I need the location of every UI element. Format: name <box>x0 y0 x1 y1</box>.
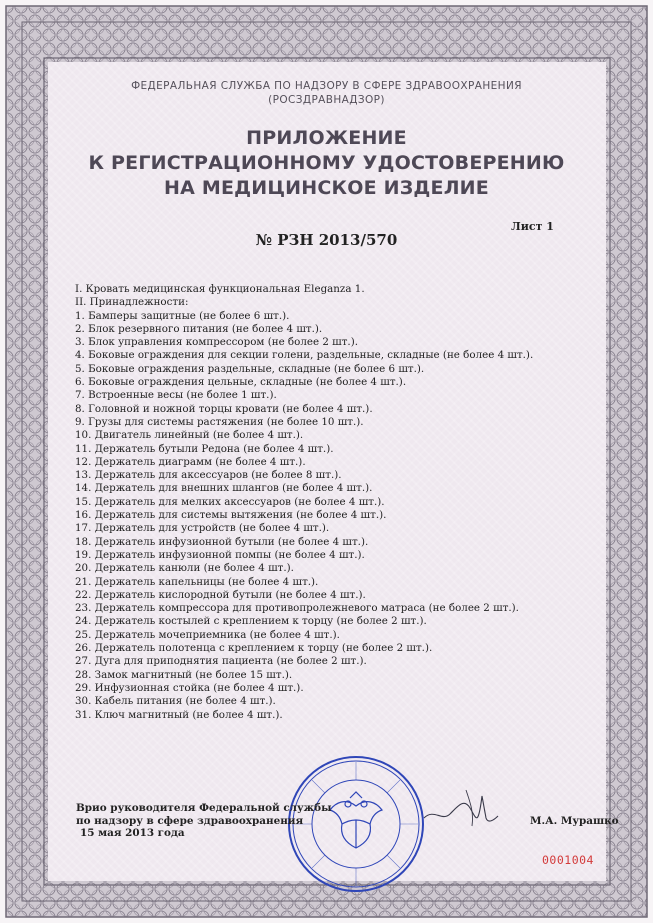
list-item: 4. Боковые ограждения для секции голени, раздельные, складные (не более 4 шт.). <box>75 349 534 362</box>
list-item: 19. Держатель инфузионной помпы (не более 4 шт.). <box>75 548 365 561</box>
list-item: 1. Бамперы защитные (не более 6 шт.). <box>75 309 290 322</box>
list-item: 14. Держатель для внешних шлангов (не более 4 шт.). <box>75 482 373 495</box>
signature-date: 15 мая 2013 года <box>80 827 185 839</box>
list-item: 22. Держатель кислородной бутыли (не более 4 шт.). <box>75 588 366 601</box>
list-item: 9. Грузы для системы растяжения (не более 10 шт.). <box>75 415 364 428</box>
list-item: 18. Держатель инфузионной бутыли (не более 4 шт.). <box>75 535 369 548</box>
list-item: 28. Замок магнитный (не более 15 шт.). <box>75 668 293 681</box>
list-item: 5. Боковые ограждения раздельные, складные (не более 6 шт.). <box>75 362 425 375</box>
list-item: 13. Держатель для аксессуаров (не более 8 шт.). <box>75 469 342 482</box>
list-item: II. Принадлежности: <box>75 296 189 309</box>
list-item: 17. Держатель для устройств (не более 4 шт.). <box>75 522 330 535</box>
list-item: 10. Двигатель линейный (не более 4 шт.). <box>75 429 304 442</box>
list-item: I. Кровать медицинская функциональная Eleganza 1. <box>75 283 365 295</box>
list-item: 8. Головной и ножной торцы кровати (не более 4 шт.). <box>75 402 373 415</box>
signatory-name: М.А. Мурашко <box>530 815 619 827</box>
agency-short-name: (РОСЗДРАВНАДЗОР) <box>268 94 385 106</box>
list-item: 6. Боковые ограждения цельные, складные (не более 4 шт.). <box>75 376 407 389</box>
list-item: 20. Держатель канюли (не более 4 шт.). <box>75 562 294 575</box>
sheet-number: Лист 1 <box>511 220 554 233</box>
list-item: 29. Инфузионная стойка (не более 4 шт.). <box>75 681 304 694</box>
list-item: 27. Дуга для приподнятия пациента (не более 2 шт.). <box>75 655 367 668</box>
registration-number: № РЗН 2013/570 <box>255 231 398 249</box>
list-item: 11. Держатель бутыли Редона (не более 4 шт.). <box>75 442 334 455</box>
list-item: 16. Держатель для системы вытяжения (не более 4 шт.). <box>75 509 387 522</box>
list-item: 26. Держатель полотенца с креплением к торцу (не более 2 шт.). <box>75 642 433 655</box>
list-item: 12. Держатель диаграмм (не более 4 шт.). <box>75 455 306 468</box>
list-item: 31. Ключ магнитный (не более 4 шт.). <box>75 708 283 721</box>
signatory-title-line-2: по надзору в сфере здравоохранения <box>76 815 304 827</box>
signatory-title-line-1: Врио руководителя Федеральной службы <box>76 802 332 814</box>
serial-number: 0001004 <box>542 853 594 867</box>
list-item: 7. Встроенные весы (не более 1 шт.). <box>75 389 277 402</box>
list-item: 2. Блок резервного питания (не более 4 шт.). <box>75 322 323 335</box>
list-item: 24. Держатель костылей с креплением к торцу (не более 2 шт.). <box>75 615 427 628</box>
agency-name: ФЕДЕРАЛЬНАЯ СЛУЖБА ПО НАДЗОРУ В СФЕРЕ ЗДРАВООХРАНЕНИЯ <box>131 80 522 92</box>
title-line-3: НА МЕДИЦИНСКОЕ ИЗДЕЛИЕ <box>164 177 489 199</box>
list-item: 15. Держатель для мелких аксессуаров (не более 4 шт.). <box>75 495 385 508</box>
official-seal <box>286 754 426 894</box>
list-item: 25. Держатель мочеприемника (не более 4 шт.). <box>75 628 340 641</box>
title-line-1: ПРИЛОЖЕНИЕ <box>246 127 407 149</box>
items-list <box>75 283 595 722</box>
handwritten-signature <box>420 778 500 838</box>
list-item: 3. Блок управления компрессором (не более 2 шт.). <box>75 336 358 349</box>
list-item: 30. Кабель питания (не более 4 шт.). <box>75 695 276 708</box>
list-item: 23. Держатель компрессора для противопролежневого матраса (не более 2 шт.). <box>75 602 519 615</box>
list-item: 21. Держатель капельницы (не более 4 шт.). <box>75 575 319 588</box>
title-line-2: К РЕГИСТРАЦИОННОМУ УДОСТОВЕРЕНИЮ <box>88 152 565 174</box>
